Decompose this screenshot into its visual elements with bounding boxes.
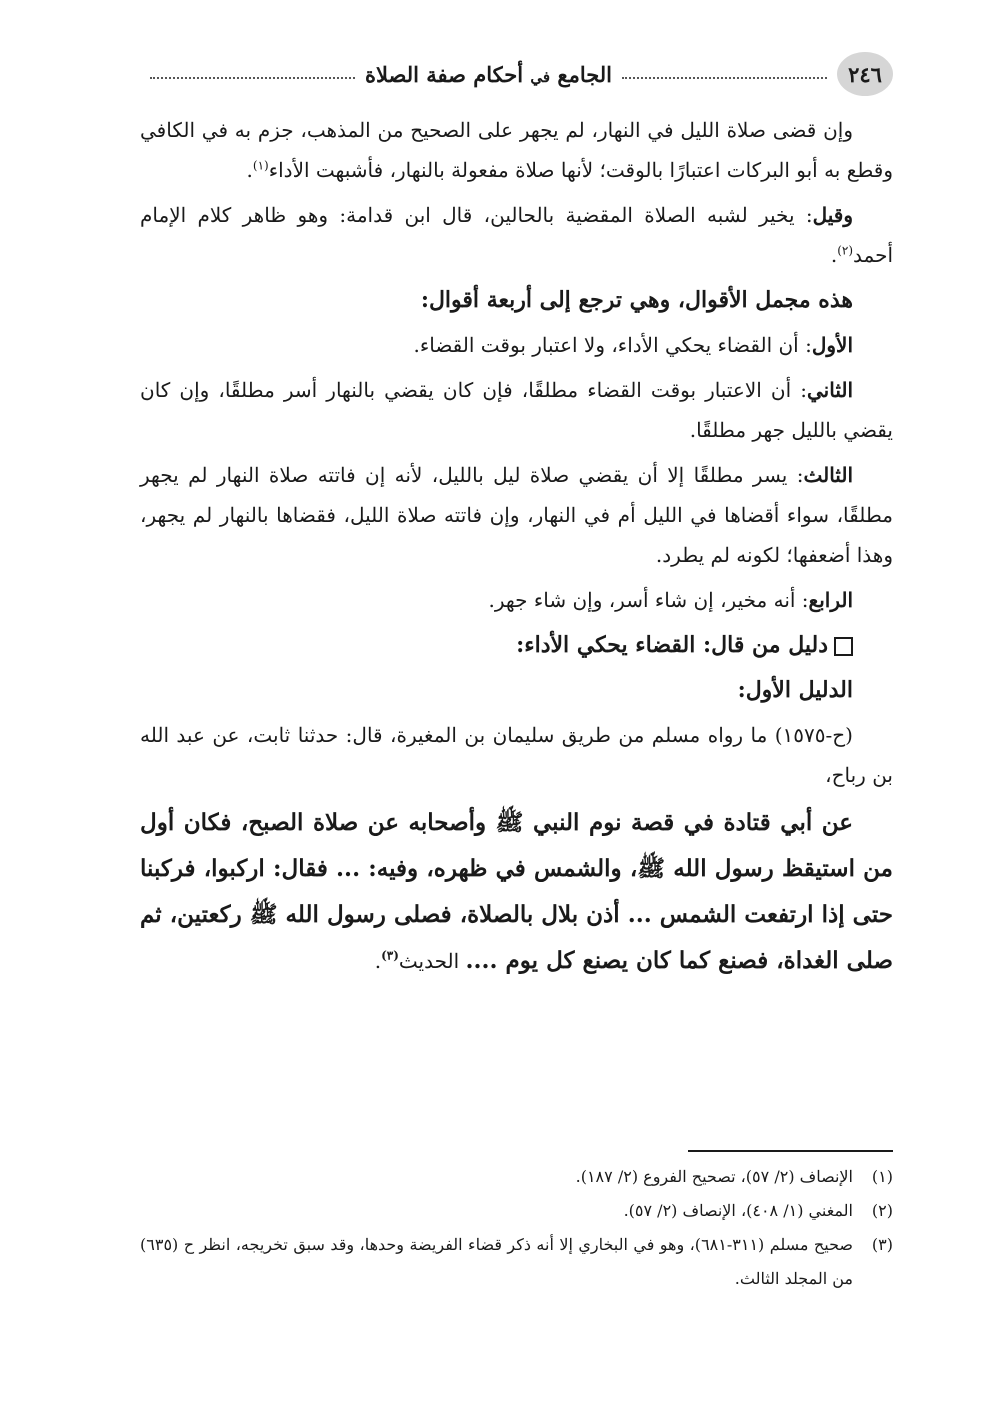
footnote-ref-2[interactable]: (٢) [837, 243, 854, 258]
main-text [140, 110, 893, 989]
footnote-ref-3[interactable]: (٣) [381, 948, 399, 963]
running-header [140, 52, 893, 96]
paragraph-1: وإن قضى صلاة الليل في النهار، لم يجهر على الصحيح من المذهب، جزم به في الكافي وقطع به أبو البركات اعتبارًا بالوقت؛ لأنها صلاة مفعولة بالنهار، فأشبهت الأداء$^{(١)}$. [140, 118, 893, 182]
opinion-4: الرابع: أنه مخير، إن شاء أسر، وإن شاء جهر. [488, 588, 853, 612]
footnote-3: (٣) صحيح مسلم (٣١١-٦٨١)، وهو في البخاري إلا أنه ذكر قضاء الفريضة وحدها، وقد سبق تخريجه، انظر ح (٦٣٥) من المجلد الثالث. [140, 1235, 893, 1288]
checkbox-square-icon [834, 637, 853, 656]
book-title-sub: أحكام صفة الصلاة [364, 61, 524, 87]
opinion-2: الثاني: أن الاعتبار بوقت القضاء مطلقًا، فإن كان يقضي بالنهار أسر مطلقًا، وإن كان يقضي بالليل جهر مطلقًا. [140, 378, 893, 442]
evidence-heading: دليل من قال: القضاء يحكي الأداء: [140, 625, 893, 665]
paragraph-2: وقيل: يخير لشبه الصلاة المقضية بالحالين، قال ابن قدامة: وهو ظاهر كلام الإمام أحمد$^{(٢)}$. [140, 203, 893, 267]
header-dots-left [150, 77, 355, 79]
page-number-badge [837, 52, 893, 96]
opinion-1: الأول: أن القضاء يحكي الأداء، ولا اعتبار بوقت القضاء. [413, 333, 853, 357]
footnote-2: (٢) المغني (١/ ٤٠٨)، الإنصاف (٢/ ٥٧). [623, 1201, 893, 1220]
hadith-text: عن أبي قتادة في قصة نوم النبي ﷺ وأصحابه عن صلاة الصبح، فكان أول من استيقظ رسول الله ﷺ، والشمس في ظهره، وفيه: ... فقال: اركبوا، فركبنا حتى إذا ارتفعت الشمس ... أذن بلال بالصلاة، فصلى رسول الله ﷺ ركعتين، ثم صلى الغداة، فصنع كما كان يصنع كل يوم .... الحديث$^{(٣)}$. [140, 809, 893, 974]
book-title-connector: في [530, 67, 551, 86]
header-dots-right [622, 77, 827, 79]
isnad-paragraph: (ح-١٥٧٥) ما رواه مسلم من طريق سليمان بن المغيرة، قال: حدثنا ثابت، عن عبد الله بن رباح، [140, 723, 893, 787]
footnote-1: (١) الإنصاف (٢/ ٥٧)، تصحيح الفروع (٢/ ١٨٧). [575, 1167, 893, 1186]
summary-heading: هذه مجمل الأقوال، وهي ترجع إلى أربعة أقوال: [420, 287, 853, 313]
footnote-ref-1[interactable]: (١) [252, 158, 269, 173]
opinion-3: الثالث: يسر مطلقًا إلا أن يقضي صلاة ليل بالليل، لأنه إن فاتته صلاة النهار لم يجهر مطلقًا، سواء أقضاها في الليل أم في النهار، وإن فاتته صلاة الليل، فقضاها بالنهار لم يجهر، وهذا أضعفها؛ لكونه لم يطرد. [140, 463, 893, 567]
footnote-separator [688, 1150, 893, 1152]
first-evidence-heading: الدليل الأول: [737, 677, 853, 703]
footnotes [140, 1160, 893, 1296]
book-title-main: الجامع [557, 61, 613, 87]
book-title [365, 62, 612, 87]
page-number: ٢٤٦ [848, 61, 882, 87]
